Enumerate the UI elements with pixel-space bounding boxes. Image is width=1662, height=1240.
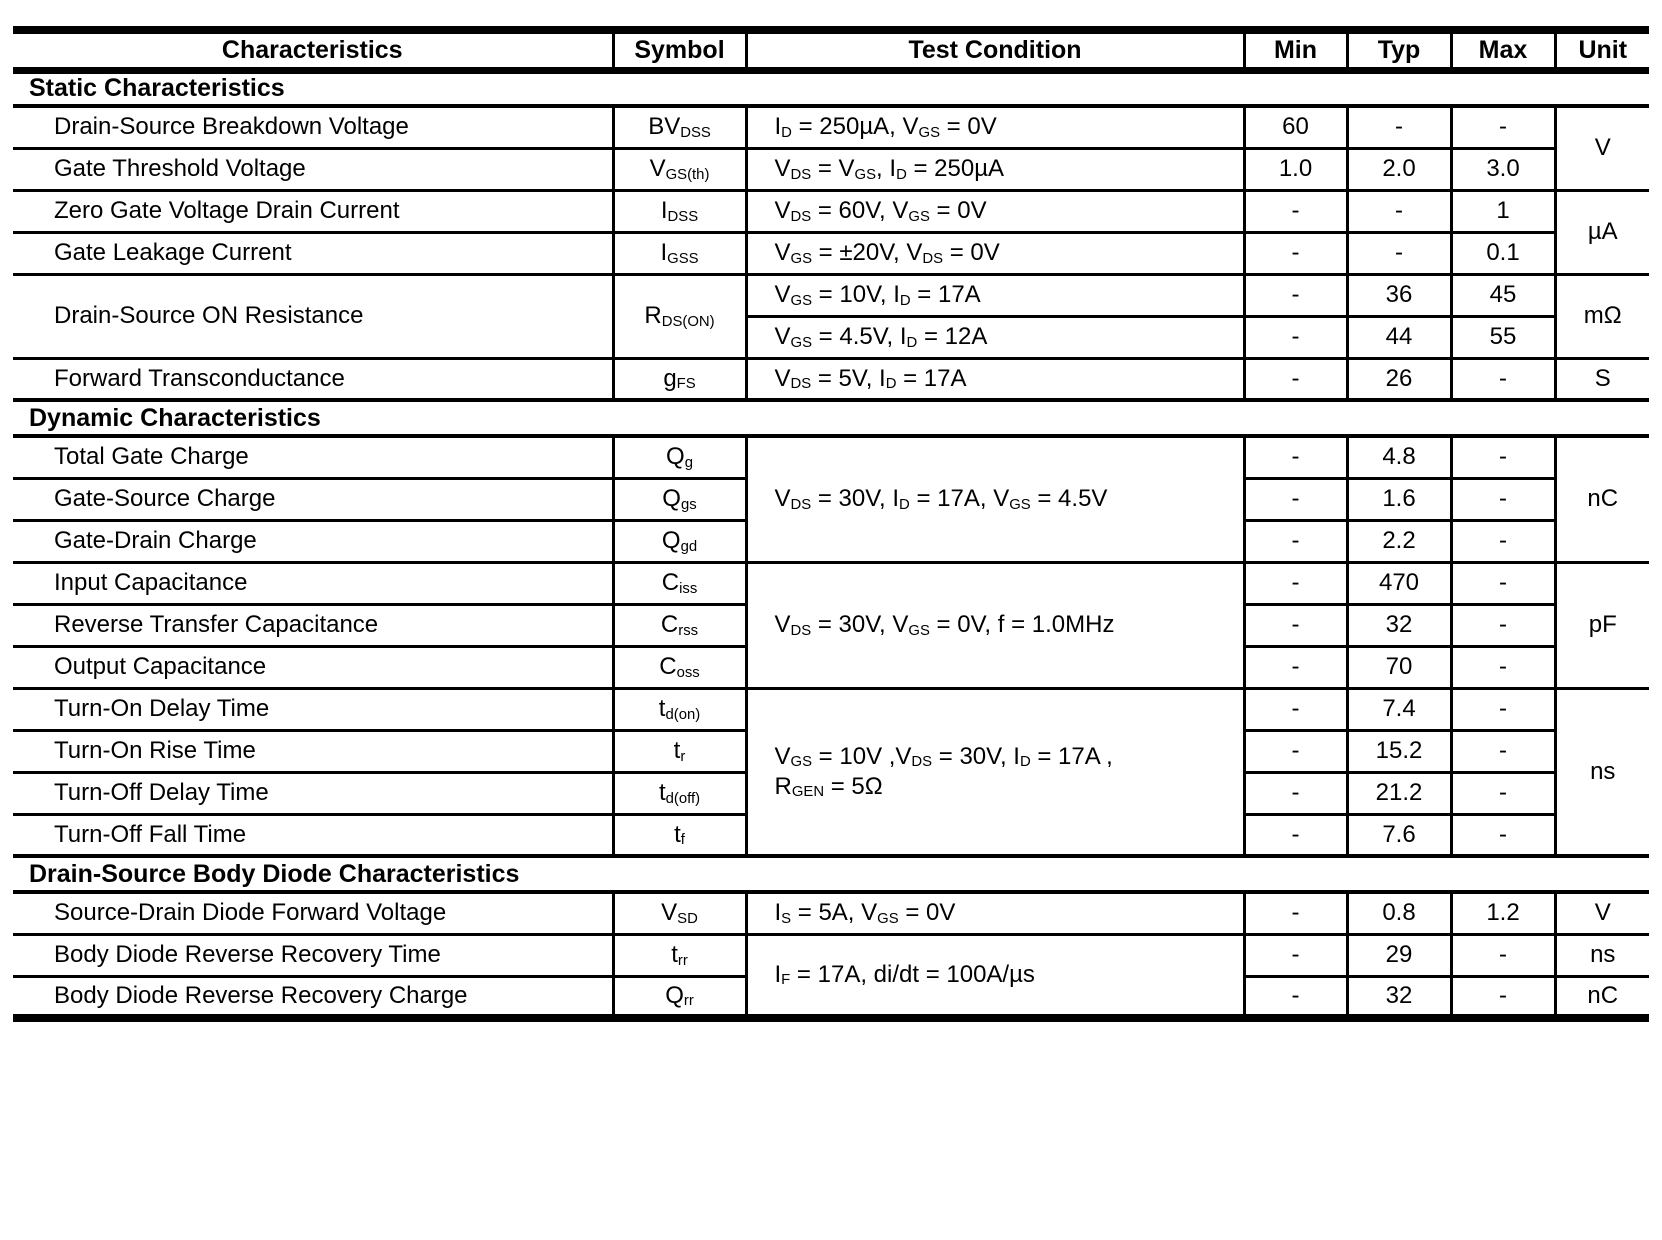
cell-characteristic: Gate-Drain Charge (13, 520, 613, 562)
cell-unit: mΩ (1555, 274, 1649, 358)
cell-typ: - (1347, 190, 1451, 232)
cell-condition: $I_D = 250\mu A$, $V_{GS} = 0V$ (746, 106, 1244, 148)
cell-unit: ns (1555, 934, 1649, 976)
section-header-row (13, 856, 1649, 892)
cell-typ: - (1347, 106, 1451, 148)
cell-max: - (1451, 562, 1555, 604)
cell-max: - (1451, 604, 1555, 646)
cell-condition: $V_{DS} = 5V$, $I_D = 17A$ (746, 358, 1244, 400)
cell-characteristic: Reverse Transfer Capacitance (13, 604, 613, 646)
table-row (13, 274, 1649, 316)
cell-min: - (1244, 562, 1347, 604)
col-header-characteristics: Characteristics (13, 30, 613, 70)
table-row (13, 148, 1649, 190)
cell-typ: 26 (1347, 358, 1451, 400)
cell-condition: $V_{DS} = 30V$, $V_{GS} = 0V$, f = 1.0MHz (746, 562, 1244, 688)
col-header-unit: Unit (1555, 30, 1649, 70)
cell-typ: 21.2 (1347, 772, 1451, 814)
cell-typ: 4.8 (1347, 436, 1451, 478)
cell-unit: V (1555, 106, 1649, 190)
cell-symbol: $Q_g$ (613, 436, 746, 478)
cell-typ: 32 (1347, 604, 1451, 646)
table-row (13, 190, 1649, 232)
cell-condition: $V_{GS} = 4.5V$, $I_D = 12A$ (746, 316, 1244, 358)
table-row (13, 106, 1649, 148)
cell-max: - (1451, 814, 1555, 856)
table-header (13, 30, 1649, 70)
cell-unit: ns (1555, 688, 1649, 856)
cell-min: - (1244, 604, 1347, 646)
cell-typ: 36 (1347, 274, 1451, 316)
cell-max: - (1451, 436, 1555, 478)
cell-unit: S (1555, 358, 1649, 400)
table-row (13, 934, 1649, 976)
cell-typ: - (1347, 232, 1451, 274)
cell-min: - (1244, 688, 1347, 730)
cell-max: 3.0 (1451, 148, 1555, 190)
cell-symbol: $BV_{DSS}$ (613, 106, 746, 148)
cell-condition: $V_{GS} = 10V$, $I_D = 17A$ (746, 274, 1244, 316)
cell-min: - (1244, 436, 1347, 478)
cell-max: - (1451, 358, 1555, 400)
col-header-test-condition: Test Condition (746, 30, 1244, 70)
col-header-max: Max (1451, 30, 1555, 70)
cell-characteristic: Gate Leakage Current (13, 232, 613, 274)
cell-symbol: $t_{d(on)}$ (613, 688, 746, 730)
cell-max: 1.2 (1451, 892, 1555, 934)
cell-unit: nC (1555, 976, 1649, 1018)
cell-max: 0.1 (1451, 232, 1555, 274)
cell-symbol: $t_f$ (613, 814, 746, 856)
cell-typ: 1.6 (1347, 478, 1451, 520)
cell-unit: V (1555, 892, 1649, 934)
cell-min: - (1244, 358, 1347, 400)
cell-characteristic: Turn-On Delay Time (13, 688, 613, 730)
cell-symbol: $C_{iss}$ (613, 562, 746, 604)
cell-min: - (1244, 730, 1347, 772)
cell-typ: 44 (1347, 316, 1451, 358)
cell-characteristic: Gate Threshold Voltage (13, 148, 613, 190)
header-row (13, 30, 1649, 70)
cell-unit: µA (1555, 190, 1649, 274)
table-row (13, 562, 1649, 604)
cell-characteristic: Source-Drain Diode Forward Voltage (13, 892, 613, 934)
cell-condition: $V_{DS} = V_{GS}$, $I_D = 250\mu A$ (746, 148, 1244, 190)
cell-characteristic: Gate-Source Charge (13, 478, 613, 520)
cell-symbol: $V_{GS(th)}$ (613, 148, 746, 190)
cell-max: - (1451, 688, 1555, 730)
cell-characteristic: Drain-Source Breakdown Voltage (13, 106, 613, 148)
cell-max: - (1451, 976, 1555, 1018)
cell-typ: 7.6 (1347, 814, 1451, 856)
table-body (13, 70, 1649, 1018)
cell-min: - (1244, 772, 1347, 814)
cell-typ: 2.2 (1347, 520, 1451, 562)
cell-symbol: $t_{rr}$ (613, 934, 746, 976)
cell-characteristic: Body Diode Reverse Recovery Charge (13, 976, 613, 1018)
cell-symbol: $V_{SD}$ (613, 892, 746, 934)
table-row (13, 436, 1649, 478)
cell-symbol: $g_{FS}$ (613, 358, 746, 400)
cell-unit: nC (1555, 436, 1649, 562)
cell-typ: 470 (1347, 562, 1451, 604)
col-header-symbol: Symbol (613, 30, 746, 70)
cell-symbol: $Q_{gd}$ (613, 520, 746, 562)
cell-symbol: $I_{DSS}$ (613, 190, 746, 232)
cell-characteristic: Forward Transconductance (13, 358, 613, 400)
cell-typ: 2.0 (1347, 148, 1451, 190)
cell-characteristic: Zero Gate Voltage Drain Current (13, 190, 613, 232)
cell-typ: 7.4 (1347, 688, 1451, 730)
cell-characteristic: Turn-On Rise Time (13, 730, 613, 772)
cell-condition: $I_F = 17A$, di/dt = 100A/µs (746, 934, 1244, 1018)
cell-min: - (1244, 478, 1347, 520)
cell-min: - (1244, 976, 1347, 1018)
cell-characteristic: Drain-Source ON Resistance (13, 274, 613, 358)
cell-max: - (1451, 730, 1555, 772)
col-header-min: Min (1244, 30, 1347, 70)
cell-characteristic: Total Gate Charge (13, 436, 613, 478)
section-title: Drain-Source Body Diode Characteristics (13, 856, 1649, 892)
cell-symbol: $C_{rss}$ (613, 604, 746, 646)
cell-symbol: $I_{GSS}$ (613, 232, 746, 274)
cell-symbol: $R_{DS(ON)}$ (613, 274, 746, 358)
cell-max: - (1451, 934, 1555, 976)
cell-min: - (1244, 814, 1347, 856)
cell-condition: $V_{DS} = 30V$, $I_D = 17A$, $V_{GS} = 4.5V$ (746, 436, 1244, 562)
cell-min: - (1244, 316, 1347, 358)
section-header-row (13, 400, 1649, 436)
section-header-row (13, 70, 1649, 106)
table-row (13, 358, 1649, 400)
section-title: Dynamic Characteristics (13, 400, 1649, 436)
table-row (13, 232, 1649, 274)
cell-symbol: $Q_{gs}$ (613, 478, 746, 520)
cell-min: - (1244, 646, 1347, 688)
cell-typ: 29 (1347, 934, 1451, 976)
cell-symbol: $t_r$ (613, 730, 746, 772)
cell-min: - (1244, 520, 1347, 562)
col-header-typ: Typ (1347, 30, 1451, 70)
electrical-characteristics-table (13, 26, 1649, 1022)
cell-symbol: $t_{d(off)}$ (613, 772, 746, 814)
cell-condition: $V_{GS} = \pm 20V$, $V_{DS} = 0V$ (746, 232, 1244, 274)
cell-symbol: $Q_{rr}$ (613, 976, 746, 1018)
cell-max: - (1451, 520, 1555, 562)
cell-max: 45 (1451, 274, 1555, 316)
cell-max: 55 (1451, 316, 1555, 358)
cell-min: 60 (1244, 106, 1347, 148)
section-title: Static Characteristics (13, 70, 1649, 106)
cell-characteristic: Output Capacitance (13, 646, 613, 688)
cell-min: 1.0 (1244, 148, 1347, 190)
cell-min: - (1244, 892, 1347, 934)
cell-max: - (1451, 772, 1555, 814)
cell-condition: $V_{GS} = 10V$ $,V_{DS} = 30V$, $I_D = 17A$ , $R_{GEN} = 5\Omega$ (746, 688, 1244, 856)
cell-typ: 0.8 (1347, 892, 1451, 934)
cell-characteristic: Turn-Off Fall Time (13, 814, 613, 856)
cell-characteristic: Turn-Off Delay Time (13, 772, 613, 814)
cell-typ: 70 (1347, 646, 1451, 688)
cell-unit: pF (1555, 562, 1649, 688)
cell-max: - (1451, 106, 1555, 148)
table-row (13, 688, 1649, 730)
cell-symbol: $C_{oss}$ (613, 646, 746, 688)
cell-characteristic: Body Diode Reverse Recovery Time (13, 934, 613, 976)
cell-min: - (1244, 934, 1347, 976)
table-row (13, 892, 1649, 934)
cell-min: - (1244, 274, 1347, 316)
cell-typ: 15.2 (1347, 730, 1451, 772)
cell-typ: 32 (1347, 976, 1451, 1018)
cell-characteristic: Input Capacitance (13, 562, 613, 604)
cell-min: - (1244, 190, 1347, 232)
cell-max: - (1451, 646, 1555, 688)
cell-condition: $I_S = 5A$, $V_{GS} = 0V$ (746, 892, 1244, 934)
cell-min: - (1244, 232, 1347, 274)
cell-max: - (1451, 478, 1555, 520)
cell-condition: $V_{DS} = 60V$, $V_{GS} = 0V$ (746, 190, 1244, 232)
cell-max: 1 (1451, 190, 1555, 232)
